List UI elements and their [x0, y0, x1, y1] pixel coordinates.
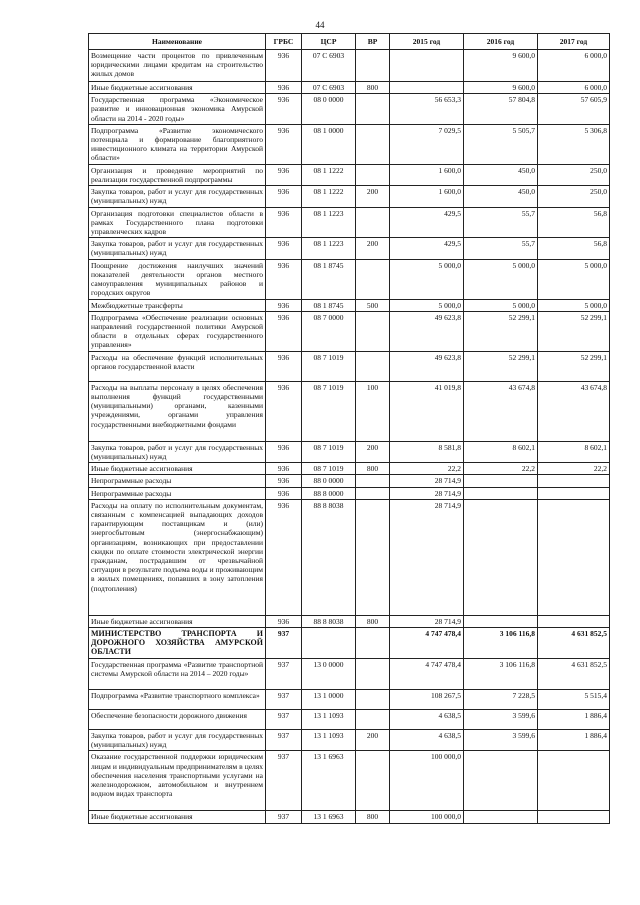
- row-name-cell: Возмещение части процентов по привлеченным юридическими лицами кредитам на строительство жилых домов: [89, 50, 266, 82]
- row-2016-cell: [464, 499, 538, 615]
- row-vr-cell: [356, 659, 390, 690]
- row-name-cell: Иные бюджетные ассигнования: [89, 82, 266, 94]
- row-2016-cell: 3 106 116,8: [464, 659, 538, 690]
- table-row: [89, 710, 610, 730]
- row-2017-cell: 4 631 852,5: [538, 628, 610, 659]
- table-row: [89, 94, 610, 125]
- col-header-csr: ЦСР: [302, 34, 356, 50]
- row-grbs-cell: 937: [266, 730, 302, 751]
- row-grbs-cell: 936: [266, 463, 302, 475]
- row-csr-cell: 08 1 1222: [302, 186, 356, 207]
- row-grbs-cell: 936: [266, 311, 302, 351]
- row-2017-cell: 250,0: [538, 164, 610, 185]
- row-2017-cell: 8 602,1: [538, 441, 610, 462]
- row-vr-cell: [356, 50, 390, 82]
- table-row: [89, 124, 610, 164]
- row-2016-cell: 5 000,0: [464, 299, 538, 311]
- row-2015-cell: 28 714,9: [390, 499, 464, 615]
- row-2015-cell: 56 653,3: [390, 94, 464, 125]
- row-csr-cell: 08 1 1222: [302, 164, 356, 185]
- row-grbs-cell: 936: [266, 299, 302, 311]
- col-header-grbs: ГРБС: [266, 34, 302, 50]
- table-row: [89, 730, 610, 751]
- row-grbs-cell: 936: [266, 82, 302, 94]
- row-2015-cell: 41 019,8: [390, 381, 464, 441]
- row-csr-cell: 08 7 1019: [302, 441, 356, 462]
- row-grbs-cell: 937: [266, 690, 302, 710]
- row-grbs-cell: 936: [266, 475, 302, 487]
- row-vr-cell: [356, 164, 390, 185]
- table-row: [89, 475, 610, 487]
- page-number: 44: [315, 20, 325, 30]
- row-csr-cell: 08 1 8745: [302, 259, 356, 299]
- row-2017-cell: 6 000,0: [538, 50, 610, 82]
- row-name-cell: Государственная программа «Развитие транспортной системы Амурской области на 2014 – 2020 годы»: [89, 659, 266, 690]
- row-2016-cell: 7 228,5: [464, 690, 538, 710]
- row-vr-cell: [356, 487, 390, 499]
- row-2015-cell: [390, 82, 464, 94]
- row-2017-cell: [538, 487, 610, 499]
- table-row: [89, 311, 610, 351]
- table-row: [89, 299, 610, 311]
- row-2015-cell: 5 000,0: [390, 299, 464, 311]
- row-csr-cell: 08 7 0000: [302, 311, 356, 351]
- row-grbs-cell: 936: [266, 238, 302, 259]
- row-name-cell: Подпрограмма «Развитие экономического потенциала и формирование благоприятного инвестиционного климата на территории Амурской области»: [89, 124, 266, 164]
- row-2015-cell: 49 623,8: [390, 311, 464, 351]
- table-row: [89, 351, 610, 381]
- row-2016-cell: 5 000,0: [464, 259, 538, 299]
- row-name-cell: Непрограммные расходы: [89, 475, 266, 487]
- row-csr-cell: 08 0 0000: [302, 94, 356, 125]
- row-2016-cell: 52 299,1: [464, 311, 538, 351]
- row-csr-cell: 88 8 8038: [302, 499, 356, 615]
- row-name-cell: Подпрограмма «Обеспечение реализации основных направлений государственной политики Амурской области в отдельных сферах государственного управления»: [89, 311, 266, 351]
- table-row: [89, 259, 610, 299]
- row-name-cell: Оказание государственной поддержки юридическим лицам и индивидуальным предпринимателям в целях обеспечения населения транспортными услугами на железнодорожном, автомобильном и внутреннем водном видах транспорта: [89, 751, 266, 811]
- row-2016-cell: 22,2: [464, 463, 538, 475]
- row-csr-cell: 08 7 1019: [302, 463, 356, 475]
- row-csr-cell: 07 С 6903: [302, 82, 356, 94]
- col-header-vr: ВР: [356, 34, 390, 50]
- row-csr-cell: 08 1 1223: [302, 238, 356, 259]
- row-name-cell: МИНИСТЕРСТВО ТРАНСПОРТА И ДОРОЖНОГО ХОЗЯЙСТВА АМУРСКОЙ ОБЛАСТИ: [89, 628, 266, 659]
- row-2016-cell: 3 599,6: [464, 710, 538, 730]
- row-2016-cell: 55,7: [464, 238, 538, 259]
- row-2017-cell: 250,0: [538, 186, 610, 207]
- row-2015-cell: 4 747 478,4: [390, 628, 464, 659]
- table-row: [89, 487, 610, 499]
- row-2015-cell: 4 638,5: [390, 710, 464, 730]
- row-2016-cell: [464, 615, 538, 627]
- row-2016-cell: [464, 751, 538, 811]
- row-csr-cell: 13 1 1093: [302, 710, 356, 730]
- table-row: [89, 441, 610, 462]
- row-grbs-cell: 937: [266, 811, 302, 823]
- row-grbs-cell: 936: [266, 94, 302, 125]
- row-vr-cell: 200: [356, 186, 390, 207]
- table-row: [89, 82, 610, 94]
- row-vr-cell: [356, 628, 390, 659]
- row-vr-cell: 800: [356, 615, 390, 627]
- row-name-cell: Иные бюджетные ассигнования: [89, 463, 266, 475]
- row-2015-cell: 100 000,0: [390, 751, 464, 811]
- row-2015-cell: 429,5: [390, 238, 464, 259]
- row-grbs-cell: 936: [266, 259, 302, 299]
- row-csr-cell: 08 1 1223: [302, 207, 356, 238]
- row-2015-cell: 28 714,9: [390, 487, 464, 499]
- row-name-cell: Расходы на обеспечение функций исполнительных органов государственной власти: [89, 351, 266, 381]
- row-name-cell: Расходы на выплаты персоналу в целях обеспечения выполнения функций государственными (муниципальными) органами, казенными учреждениями, органами управления государственными внебюджетными фондами: [89, 381, 266, 441]
- row-csr-cell: [302, 628, 356, 659]
- row-csr-cell: 13 1 0000: [302, 690, 356, 710]
- col-header-name: Наименование: [89, 34, 266, 50]
- row-name-cell: Непрограммные расходы: [89, 487, 266, 499]
- table-body: [89, 50, 610, 824]
- row-grbs-cell: 936: [266, 124, 302, 164]
- row-2017-cell: [538, 475, 610, 487]
- row-2015-cell: 1 600,0: [390, 164, 464, 185]
- row-2015-cell: 100 000,0: [390, 811, 464, 823]
- row-csr-cell: 13 1 1093: [302, 730, 356, 751]
- row-2015-cell: 28 714,9: [390, 475, 464, 487]
- row-csr-cell: 13 1 6963: [302, 751, 356, 811]
- row-2015-cell: 7 029,5: [390, 124, 464, 164]
- row-name-cell: Закупка товаров, работ и услуг для государственных (муниципальных) нужд: [89, 186, 266, 207]
- row-2017-cell: [538, 499, 610, 615]
- row-2016-cell: 57 804,8: [464, 94, 538, 125]
- col-header-2016: 2016 год: [464, 34, 538, 50]
- row-grbs-cell: 936: [266, 186, 302, 207]
- row-csr-cell: 08 7 1019: [302, 381, 356, 441]
- table-row: [89, 811, 610, 823]
- row-name-cell: Межбюджетные трансферты: [89, 299, 266, 311]
- table-row: [89, 628, 610, 659]
- row-2016-cell: 450,0: [464, 186, 538, 207]
- row-grbs-cell: 936: [266, 207, 302, 238]
- row-name-cell: Организация и проведение мероприятий по реализации государственной подпрограммы: [89, 164, 266, 185]
- row-2017-cell: 4 631 852,5: [538, 659, 610, 690]
- row-2016-cell: 52 299,1: [464, 351, 538, 381]
- row-grbs-cell: 937: [266, 710, 302, 730]
- row-grbs-cell: 936: [266, 499, 302, 615]
- table-header-row: [89, 34, 610, 50]
- row-2016-cell: 450,0: [464, 164, 538, 185]
- row-2016-cell: 9 600,0: [464, 82, 538, 94]
- row-grbs-cell: 936: [266, 615, 302, 627]
- row-grbs-cell: 937: [266, 628, 302, 659]
- row-2015-cell: 8 581,8: [390, 441, 464, 462]
- row-name-cell: Обеспечение безопасности дорожного движения: [89, 710, 266, 730]
- budget-table: [88, 33, 610, 824]
- row-vr-cell: 800: [356, 463, 390, 475]
- row-vr-cell: [356, 499, 390, 615]
- row-name-cell: Поощрение достижения наилучших значений показателей деятельности органов местного самоуправления муниципальных районов и городских округов: [89, 259, 266, 299]
- row-2016-cell: [464, 811, 538, 823]
- row-vr-cell: 100: [356, 381, 390, 441]
- row-csr-cell: 13 1 6963: [302, 811, 356, 823]
- table-row: [89, 499, 610, 615]
- table-row: [89, 659, 610, 690]
- row-vr-cell: [356, 259, 390, 299]
- row-vr-cell: [356, 124, 390, 164]
- row-vr-cell: [356, 311, 390, 351]
- row-2016-cell: 43 674,8: [464, 381, 538, 441]
- row-grbs-cell: 936: [266, 351, 302, 381]
- row-2015-cell: [390, 50, 464, 82]
- row-csr-cell: 88 8 0000: [302, 487, 356, 499]
- row-vr-cell: [356, 351, 390, 381]
- row-name-cell: Иные бюджетные ассигнования: [89, 811, 266, 823]
- row-grbs-cell: 936: [266, 50, 302, 82]
- table-row: [89, 186, 610, 207]
- row-grbs-cell: 937: [266, 659, 302, 690]
- row-2016-cell: 3 599,6: [464, 730, 538, 751]
- row-2017-cell: 52 299,1: [538, 351, 610, 381]
- row-grbs-cell: 936: [266, 441, 302, 462]
- row-csr-cell: 13 0 0000: [302, 659, 356, 690]
- row-csr-cell: 08 1 8745: [302, 299, 356, 311]
- row-2015-cell: 5 000,0: [390, 259, 464, 299]
- row-2015-cell: 22,2: [390, 463, 464, 475]
- row-2016-cell: 9 600,0: [464, 50, 538, 82]
- row-vr-cell: [356, 751, 390, 811]
- row-2017-cell: [538, 811, 610, 823]
- row-name-cell: Государственная программа «Экономическое развитие и инновационная экономика Амурской области на 2014 - 2020 годы»: [89, 94, 266, 125]
- row-vr-cell: [356, 690, 390, 710]
- table-row: [89, 238, 610, 259]
- row-2017-cell: 57 605,9: [538, 94, 610, 125]
- row-2015-cell: 429,5: [390, 207, 464, 238]
- row-2015-cell: 4 747 478,4: [390, 659, 464, 690]
- table-row: [89, 690, 610, 710]
- row-2016-cell: [464, 475, 538, 487]
- row-vr-cell: 800: [356, 811, 390, 823]
- table-row: [89, 463, 610, 475]
- row-vr-cell: [356, 710, 390, 730]
- row-name-cell: Закупка товаров, работ и услуг для государственных (муниципальных) нужд: [89, 441, 266, 462]
- table-row: [89, 751, 610, 811]
- col-header-2017: 2017 год: [538, 34, 610, 50]
- row-grbs-cell: 936: [266, 164, 302, 185]
- row-2017-cell: 1 886,4: [538, 710, 610, 730]
- row-2016-cell: 8 602,1: [464, 441, 538, 462]
- row-2017-cell: 43 674,8: [538, 381, 610, 441]
- row-vr-cell: 200: [356, 238, 390, 259]
- row-name-cell: Иные бюджетные ассигнования: [89, 615, 266, 627]
- table-row: [89, 164, 610, 185]
- row-vr-cell: [356, 207, 390, 238]
- row-2017-cell: 22,2: [538, 463, 610, 475]
- row-2017-cell: 5 000,0: [538, 259, 610, 299]
- row-2017-cell: 56,8: [538, 207, 610, 238]
- row-csr-cell: 08 1 0000: [302, 124, 356, 164]
- table-row: [89, 381, 610, 441]
- table-row: [89, 207, 610, 238]
- col-header-2015: 2015 год: [390, 34, 464, 50]
- row-csr-cell: 88 8 8038: [302, 615, 356, 627]
- row-2015-cell: 108 267,5: [390, 690, 464, 710]
- row-vr-cell: 200: [356, 441, 390, 462]
- row-2016-cell: 5 505,7: [464, 124, 538, 164]
- row-2017-cell: 56,8: [538, 238, 610, 259]
- row-grbs-cell: 936: [266, 487, 302, 499]
- row-csr-cell: 07 С 6903: [302, 50, 356, 82]
- row-name-cell: Расходы на оплату по исполнительным документам, связанным с компенсацией выпадающих доходов гарантирующим поставщикам и (или) энергосбытовым (энергоснабжающим) организациям, возникающих при предоставлении скидки по оплате стоимости электрической энергии гражданам, пострадавшим от чрезвычайной ситуации в результате подъема воды и проживающим в жилых помещениях, попавших в зону затопления (подтопления): [89, 499, 266, 615]
- row-name-cell: Организация подготовки специалистов области в рамках Государственного плана подготовки управленческих кадров: [89, 207, 266, 238]
- row-vr-cell: [356, 475, 390, 487]
- row-2017-cell: 5 515,4: [538, 690, 610, 710]
- row-name-cell: Подпрограмма «Развитие транспортного комплекса»: [89, 690, 266, 710]
- row-2017-cell: 6 000,0: [538, 82, 610, 94]
- row-2017-cell: 52 299,1: [538, 311, 610, 351]
- row-vr-cell: 200: [356, 730, 390, 751]
- row-2017-cell: 5 306,8: [538, 124, 610, 164]
- row-2017-cell: [538, 615, 610, 627]
- row-vr-cell: [356, 94, 390, 125]
- row-vr-cell: 800: [356, 82, 390, 94]
- row-2015-cell: 49 623,8: [390, 351, 464, 381]
- row-csr-cell: 88 0 0000: [302, 475, 356, 487]
- row-2016-cell: 55,7: [464, 207, 538, 238]
- row-2016-cell: 3 106 116,8: [464, 628, 538, 659]
- row-vr-cell: 500: [356, 299, 390, 311]
- row-grbs-cell: 936: [266, 381, 302, 441]
- row-2017-cell: 5 000,0: [538, 299, 610, 311]
- row-2015-cell: 1 600,0: [390, 186, 464, 207]
- row-name-cell: Закупка товаров, работ и услуг для государственных (муниципальных) нужд: [89, 730, 266, 751]
- row-name-cell: Закупка товаров, работ и услуг для государственных (муниципальных) нужд: [89, 238, 266, 259]
- table-row: [89, 615, 610, 627]
- row-2015-cell: 4 638,5: [390, 730, 464, 751]
- row-2017-cell: 1 886,4: [538, 730, 610, 751]
- row-2016-cell: [464, 487, 538, 499]
- row-2015-cell: 28 714,9: [390, 615, 464, 627]
- row-grbs-cell: 937: [266, 751, 302, 811]
- row-2017-cell: [538, 751, 610, 811]
- row-csr-cell: 08 7 1019: [302, 351, 356, 381]
- table-row: [89, 50, 610, 82]
